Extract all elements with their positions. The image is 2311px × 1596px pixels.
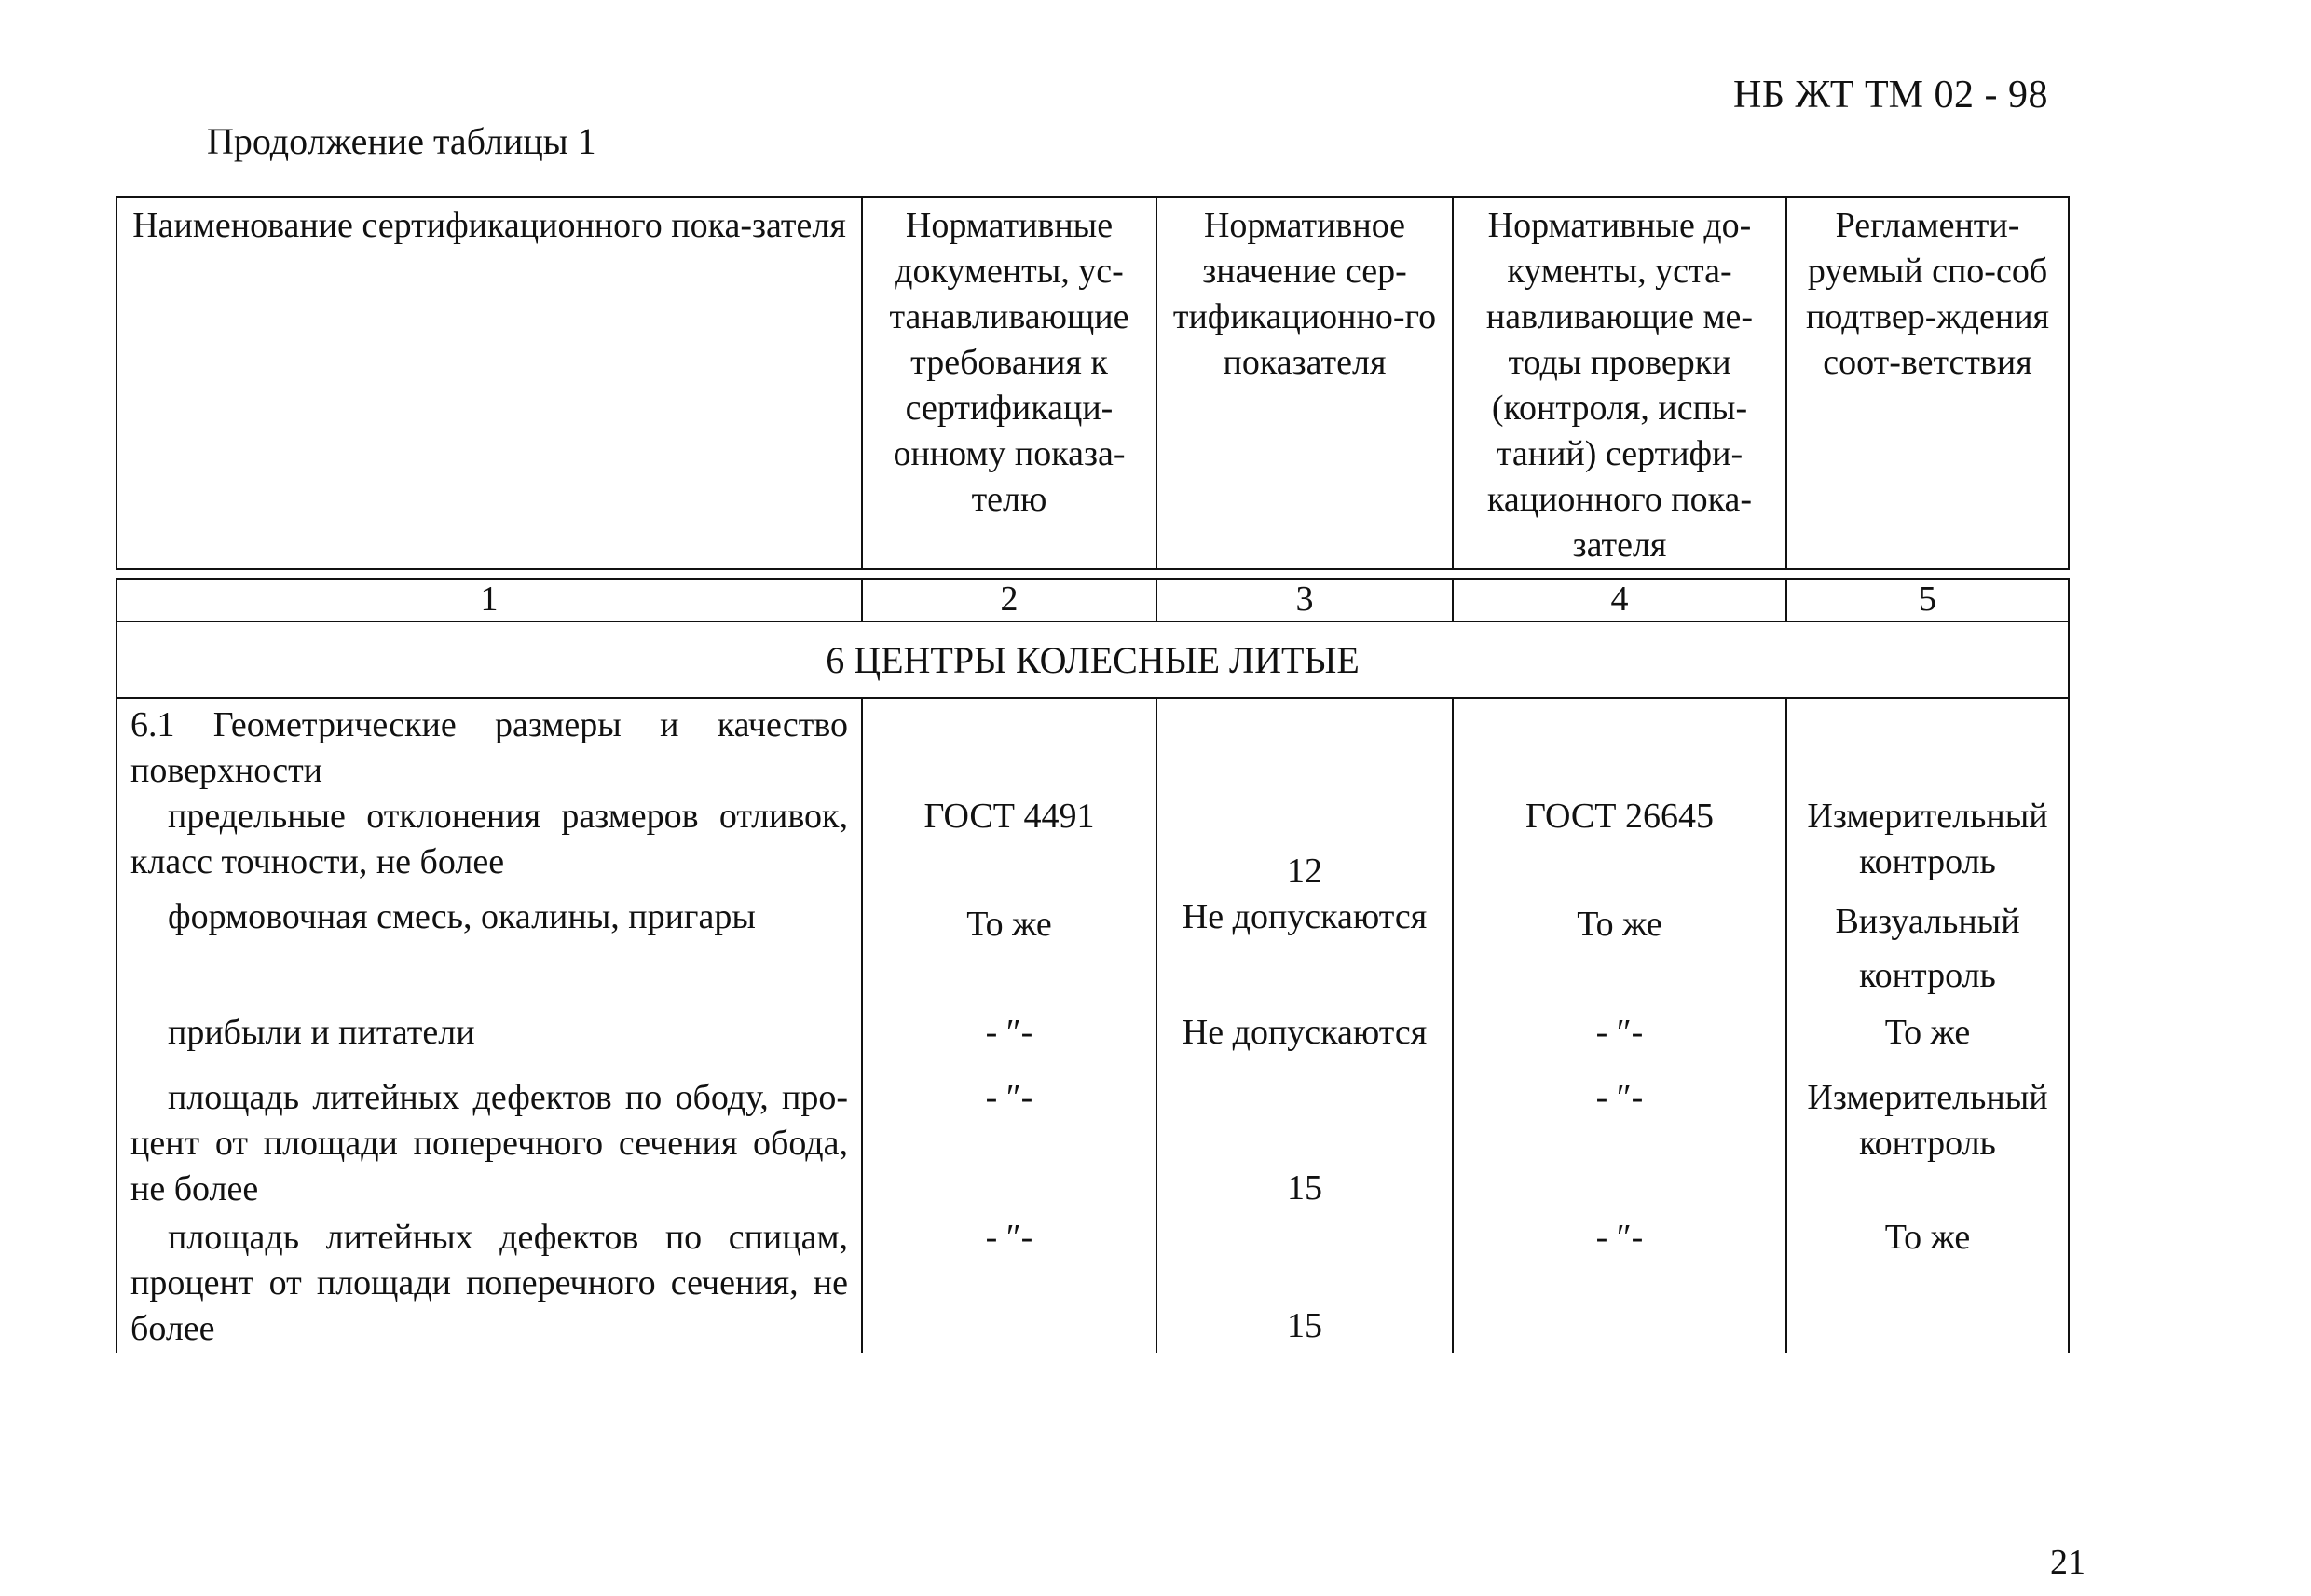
header-indicator-name: Наименование сертификационного пока-зателя	[116, 197, 862, 569]
row-doc: - ″-	[862, 1215, 1156, 1353]
row-value: 15	[1156, 1215, 1453, 1353]
group-title: 6.1 Геометрические размеры и качество поверхности	[116, 698, 862, 794]
table-row	[116, 894, 2069, 1010]
row-method: ГОСТ 26645	[1453, 794, 1786, 894]
row-value: 12	[1156, 794, 1453, 894]
row-confirm: Визуальный контроль	[1786, 894, 2069, 1010]
table-row	[116, 1010, 2069, 1075]
row-name: формовочная смесь, окалины, пригары	[116, 894, 862, 1010]
row-confirm: То же	[1786, 1010, 2069, 1075]
header-test-method-docs: Нормативные до-кументы, уста-навливающие ме-тоды проверки (контроля, испы-таний) сертифи-кационного пока-зателя	[1453, 197, 1786, 569]
row-doc: ГОСТ 4491	[862, 794, 1156, 894]
row-confirm: Измерительный контроль	[1786, 794, 2069, 894]
column-number: 2	[862, 579, 1156, 621]
row-value: Не допускаются	[1156, 1010, 1453, 1075]
section-row	[116, 621, 2069, 698]
header-confirmation-method: Регламенти-руемый спо-соб подтвер-ждения соот-ветствия	[1786, 197, 2069, 569]
column-number: 5	[1786, 579, 2069, 621]
table-row	[116, 794, 2069, 894]
section-title: 6 ЦЕНТРЫ КОЛЕСНЫЕ ЛИТЫЕ	[116, 621, 2069, 698]
document-code: НБ ЖТ ТМ 02 - 98	[1733, 74, 2048, 116]
table-header-row	[116, 197, 2069, 569]
page-number: 21	[2050, 1543, 2085, 1582]
row-value: 15	[1156, 1075, 1453, 1215]
row-method: - ″-	[1453, 1215, 1786, 1353]
table-continuation-caption: Продолжение таблицы 1	[207, 120, 596, 162]
header-normative-docs: Нормативные документы, ус-танавливающие требования к сертификаци-онному показа-телю	[862, 197, 1156, 569]
row-method: - ″-	[1453, 1010, 1786, 1075]
row-doc: - ″-	[862, 1010, 1156, 1075]
column-number: 3	[1156, 579, 1453, 621]
column-number-row	[116, 579, 2069, 621]
row-method: - ″-	[1453, 1075, 1786, 1215]
table-row	[116, 1215, 2069, 1353]
header-normative-value: Нормативное значение сер-тификационно-го показателя	[1156, 197, 1453, 569]
row-doc: - ″-	[862, 1075, 1156, 1215]
row-doc: То же	[862, 894, 1156, 1010]
row-name: предельные отклонения размеров отливок, класс точности, не более	[116, 794, 862, 894]
row-confirm: То же	[1786, 1215, 2069, 1353]
row-name: прибыли и питатели	[116, 1010, 862, 1075]
row-name: площадь литейных дефектов по спицам, процент от площади поперечного сечения, не более	[116, 1215, 862, 1353]
column-number: 1	[116, 579, 862, 621]
column-number: 4	[1453, 579, 1786, 621]
certification-table	[116, 196, 2070, 1353]
row-value: Не допускаются	[1156, 894, 1453, 1010]
row-name: площадь литейных дефектов по ободу, про-цент от площади поперечного сечения обода, не более	[116, 1075, 862, 1215]
table-row	[116, 1075, 2069, 1215]
table-gap	[116, 569, 2069, 579]
group-row	[116, 698, 2069, 794]
row-method: То же	[1453, 894, 1786, 1010]
row-confirm: Измерительный контроль	[1786, 1075, 2069, 1215]
